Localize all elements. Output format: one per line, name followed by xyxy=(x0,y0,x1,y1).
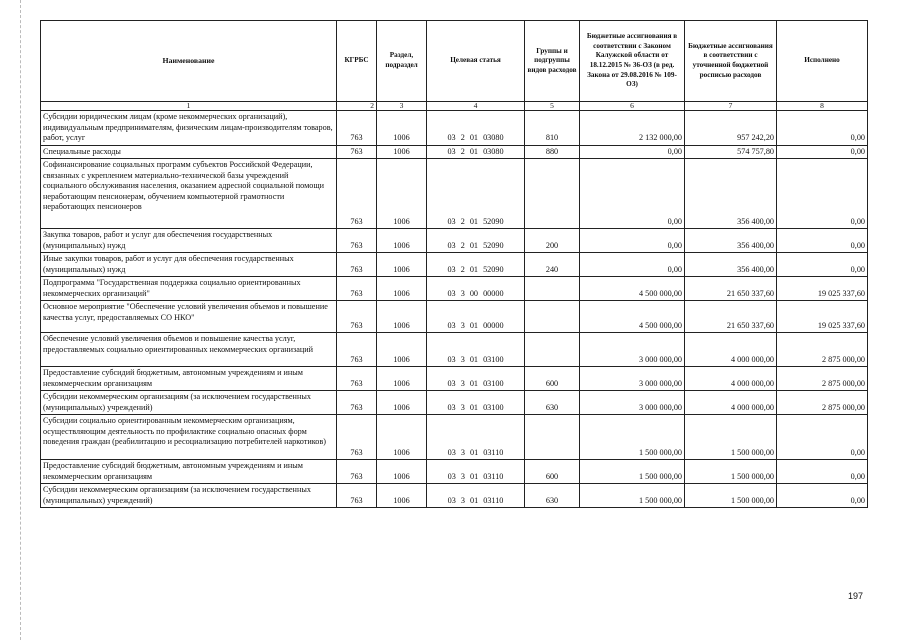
row-kgrbs: 763 xyxy=(337,145,377,159)
page-number: 197 xyxy=(848,591,864,601)
header-name: Наименование xyxy=(41,21,337,102)
row-expense-group: 630 xyxy=(525,391,580,415)
row-budget-refined: 21 650 337,60 xyxy=(685,301,777,333)
table-row xyxy=(41,229,868,253)
row-kgrbs: 763 xyxy=(337,277,377,301)
row-name: Субсидии некоммерческим организациям (за исключением государственных (муниципальных) учреждений) xyxy=(41,484,337,508)
column-number: 6 xyxy=(580,102,685,111)
row-target-article: 03 2 01 52090 xyxy=(427,159,525,229)
row-executed: 0,00 xyxy=(777,111,868,146)
row-name: Закупка товаров, работ и услуг для обеспечения государственных (муниципальных) нужд xyxy=(41,229,337,253)
row-executed: 19 025 337,60 xyxy=(777,277,868,301)
row-kgrbs: 763 xyxy=(337,253,377,277)
column-number: 4 xyxy=(427,102,525,111)
row-target-article: 03 2 01 52090 xyxy=(427,229,525,253)
row-expense-group: 810 xyxy=(525,111,580,146)
row-target-article: 03 3 01 03110 xyxy=(427,415,525,460)
column-number-row xyxy=(41,102,868,111)
row-expense-group xyxy=(525,159,580,229)
row-executed: 0,00 xyxy=(777,415,868,460)
row-expense-group xyxy=(525,415,580,460)
row-kgrbs: 763 xyxy=(337,460,377,484)
row-name: Субсидии социально ориентированным некоммерческим организациям, осуществляющим деятельность по профилактике социально опасных форм поведения граждан (реабилитацию и ресоциализацию потребителей наркотиков) xyxy=(41,415,337,460)
row-section: 1006 xyxy=(377,460,427,484)
row-executed: 0,00 xyxy=(777,460,868,484)
row-budget-refined: 4 000 000,00 xyxy=(685,333,777,367)
table-row xyxy=(41,159,868,229)
column-number: 2 xyxy=(337,102,377,111)
row-executed: 19 025 337,60 xyxy=(777,301,868,333)
table-row xyxy=(41,391,868,415)
column-number: 3 xyxy=(377,102,427,111)
header-budget-law: Бюджетные ассигнования в соответствии с Законом Калужской области от 18.12.2015 № 36-ОЗ (в ред. Закона от 29.08.2016 № 109-ОЗ) xyxy=(580,21,685,102)
row-name: Предоставление субсидий бюджетным, автономным учреждениям и иным некоммерческим организациям xyxy=(41,460,337,484)
header-budget-refined: Бюджетные ассигнования в соответствии с уточненной бюджетной росписью расходов xyxy=(685,21,777,102)
row-kgrbs: 763 xyxy=(337,333,377,367)
row-name: Софинансирование социальных программ субъектов Российской Федерации, связанных с укреплением материально-технической базы учреждений социального обслуживания населения, оказанием адресной социальной помощи неработающим пенсионерам, обучением компьютерной грамотности неработающих пенсионеров xyxy=(41,159,337,229)
row-section: 1006 xyxy=(377,301,427,333)
row-expense-group: 880 xyxy=(525,145,580,159)
row-expense-group xyxy=(525,301,580,333)
row-budget-refined: 4 000 000,00 xyxy=(685,391,777,415)
row-target-article: 03 3 01 00000 xyxy=(427,301,525,333)
table-row xyxy=(41,415,868,460)
row-budget-law: 2 132 000,00 xyxy=(580,111,685,146)
row-budget-law: 4 500 000,00 xyxy=(580,277,685,301)
row-executed: 0,00 xyxy=(777,229,868,253)
row-budget-law: 1 500 000,00 xyxy=(580,460,685,484)
row-section: 1006 xyxy=(377,145,427,159)
table-row xyxy=(41,111,868,146)
row-budget-refined: 1 500 000,00 xyxy=(685,415,777,460)
row-budget-refined: 1 500 000,00 xyxy=(685,484,777,508)
row-kgrbs: 763 xyxy=(337,301,377,333)
row-budget-law: 1 500 000,00 xyxy=(580,484,685,508)
row-executed: 0,00 xyxy=(777,484,868,508)
row-budget-law: 0,00 xyxy=(580,229,685,253)
row-kgrbs: 763 xyxy=(337,484,377,508)
row-section: 1006 xyxy=(377,333,427,367)
row-target-article: 03 3 01 03110 xyxy=(427,484,525,508)
row-budget-law: 4 500 000,00 xyxy=(580,301,685,333)
row-expense-group xyxy=(525,333,580,367)
row-target-article: 03 2 01 03080 xyxy=(427,111,525,146)
row-budget-refined: 356 400,00 xyxy=(685,229,777,253)
header-kgrbs: КГРБС xyxy=(337,21,377,102)
row-budget-law: 3 000 000,00 xyxy=(580,367,685,391)
column-number: 7 xyxy=(685,102,777,111)
row-target-article: 03 3 01 03100 xyxy=(427,367,525,391)
row-target-article: 03 3 01 03110 xyxy=(427,460,525,484)
row-section: 1006 xyxy=(377,229,427,253)
row-budget-refined: 1 500 000,00 xyxy=(685,460,777,484)
row-section: 1006 xyxy=(377,415,427,460)
row-expense-group: 600 xyxy=(525,367,580,391)
row-kgrbs: 763 xyxy=(337,111,377,146)
binding-margin-line xyxy=(20,0,21,640)
column-number: 5 xyxy=(525,102,580,111)
row-executed: 2 875 000,00 xyxy=(777,367,868,391)
row-section: 1006 xyxy=(377,111,427,146)
row-expense-group: 240 xyxy=(525,253,580,277)
header-executed: Исполнено xyxy=(777,21,868,102)
row-expense-group xyxy=(525,277,580,301)
table-row xyxy=(41,484,868,508)
row-kgrbs: 763 xyxy=(337,229,377,253)
column-number: 1 xyxy=(41,102,337,111)
row-budget-refined: 356 400,00 xyxy=(685,159,777,229)
table-row xyxy=(41,253,868,277)
row-name: Основное мероприятие "Обеспечение условий увеличения объемов и повышение качества услуг, предоставляемых СО НКО" xyxy=(41,301,337,333)
row-expense-group: 630 xyxy=(525,484,580,508)
row-target-article: 03 3 01 03100 xyxy=(427,391,525,415)
row-target-article: 03 2 01 52090 xyxy=(427,253,525,277)
row-executed: 0,00 xyxy=(777,253,868,277)
row-section: 1006 xyxy=(377,277,427,301)
row-section: 1006 xyxy=(377,253,427,277)
row-kgrbs: 763 xyxy=(337,391,377,415)
row-target-article: 03 2 01 03080 xyxy=(427,145,525,159)
row-executed: 0,00 xyxy=(777,145,868,159)
row-budget-law: 0,00 xyxy=(580,145,685,159)
row-budget-refined: 356 400,00 xyxy=(685,253,777,277)
row-name: Предоставление субсидий бюджетным, автономным учреждениям и иным некоммерческим организациям xyxy=(41,367,337,391)
row-name: Субсидии юридическим лицам (кроме некоммерческих организаций), индивидуальным предпринимателям, физическим лицам-производителям товаров, работ, услуг xyxy=(41,111,337,146)
table-row xyxy=(41,277,868,301)
row-budget-law: 3 000 000,00 xyxy=(580,391,685,415)
row-budget-refined: 574 757,80 xyxy=(685,145,777,159)
header-target-article: Целевая статья xyxy=(427,21,525,102)
budget-table xyxy=(40,20,868,508)
row-expense-group: 200 xyxy=(525,229,580,253)
column-number: 8 xyxy=(777,102,868,111)
table-row xyxy=(41,145,868,159)
row-executed: 2 875 000,00 xyxy=(777,391,868,415)
row-budget-refined: 4 000 000,00 xyxy=(685,367,777,391)
table-row xyxy=(41,367,868,391)
table-row xyxy=(41,301,868,333)
row-name: Обеспечение условий увеличения объемов и повышение качества услуг, предоставляемых социально ориентированных некоммерческих организаций xyxy=(41,333,337,367)
row-name: Специальные расходы xyxy=(41,145,337,159)
row-budget-law: 3 000 000,00 xyxy=(580,333,685,367)
table-row xyxy=(41,460,868,484)
row-executed: 0,00 xyxy=(777,159,868,229)
row-section: 1006 xyxy=(377,484,427,508)
row-kgrbs: 763 xyxy=(337,159,377,229)
row-target-article: 03 3 01 03100 xyxy=(427,333,525,367)
row-budget-law: 0,00 xyxy=(580,159,685,229)
row-budget-law: 1 500 000,00 xyxy=(580,415,685,460)
row-budget-refined: 957 242,20 xyxy=(685,111,777,146)
row-name: Иные закупки товаров, работ и услуг для обеспечения государственных (муниципальных) нужд xyxy=(41,253,337,277)
row-name: Субсидии некоммерческим организациям (за исключением государственных (муниципальных) учреждений) xyxy=(41,391,337,415)
table-row xyxy=(41,333,868,367)
row-section: 1006 xyxy=(377,391,427,415)
header-expense-groups: Группы и подгруппы видов расходов xyxy=(525,21,580,102)
row-target-article: 03 3 00 00000 xyxy=(427,277,525,301)
header-section: Раздел, подраздел xyxy=(377,21,427,102)
row-kgrbs: 763 xyxy=(337,415,377,460)
row-expense-group: 600 xyxy=(525,460,580,484)
row-budget-law: 0,00 xyxy=(580,253,685,277)
row-section: 1006 xyxy=(377,159,427,229)
row-name: Подпрограмма "Государственная поддержка социально ориентированных некоммерческих организаций" xyxy=(41,277,337,301)
row-kgrbs: 763 xyxy=(337,367,377,391)
table-header-row xyxy=(41,21,868,102)
row-budget-refined: 21 650 337,60 xyxy=(685,277,777,301)
row-section: 1006 xyxy=(377,367,427,391)
row-executed: 2 875 000,00 xyxy=(777,333,868,367)
